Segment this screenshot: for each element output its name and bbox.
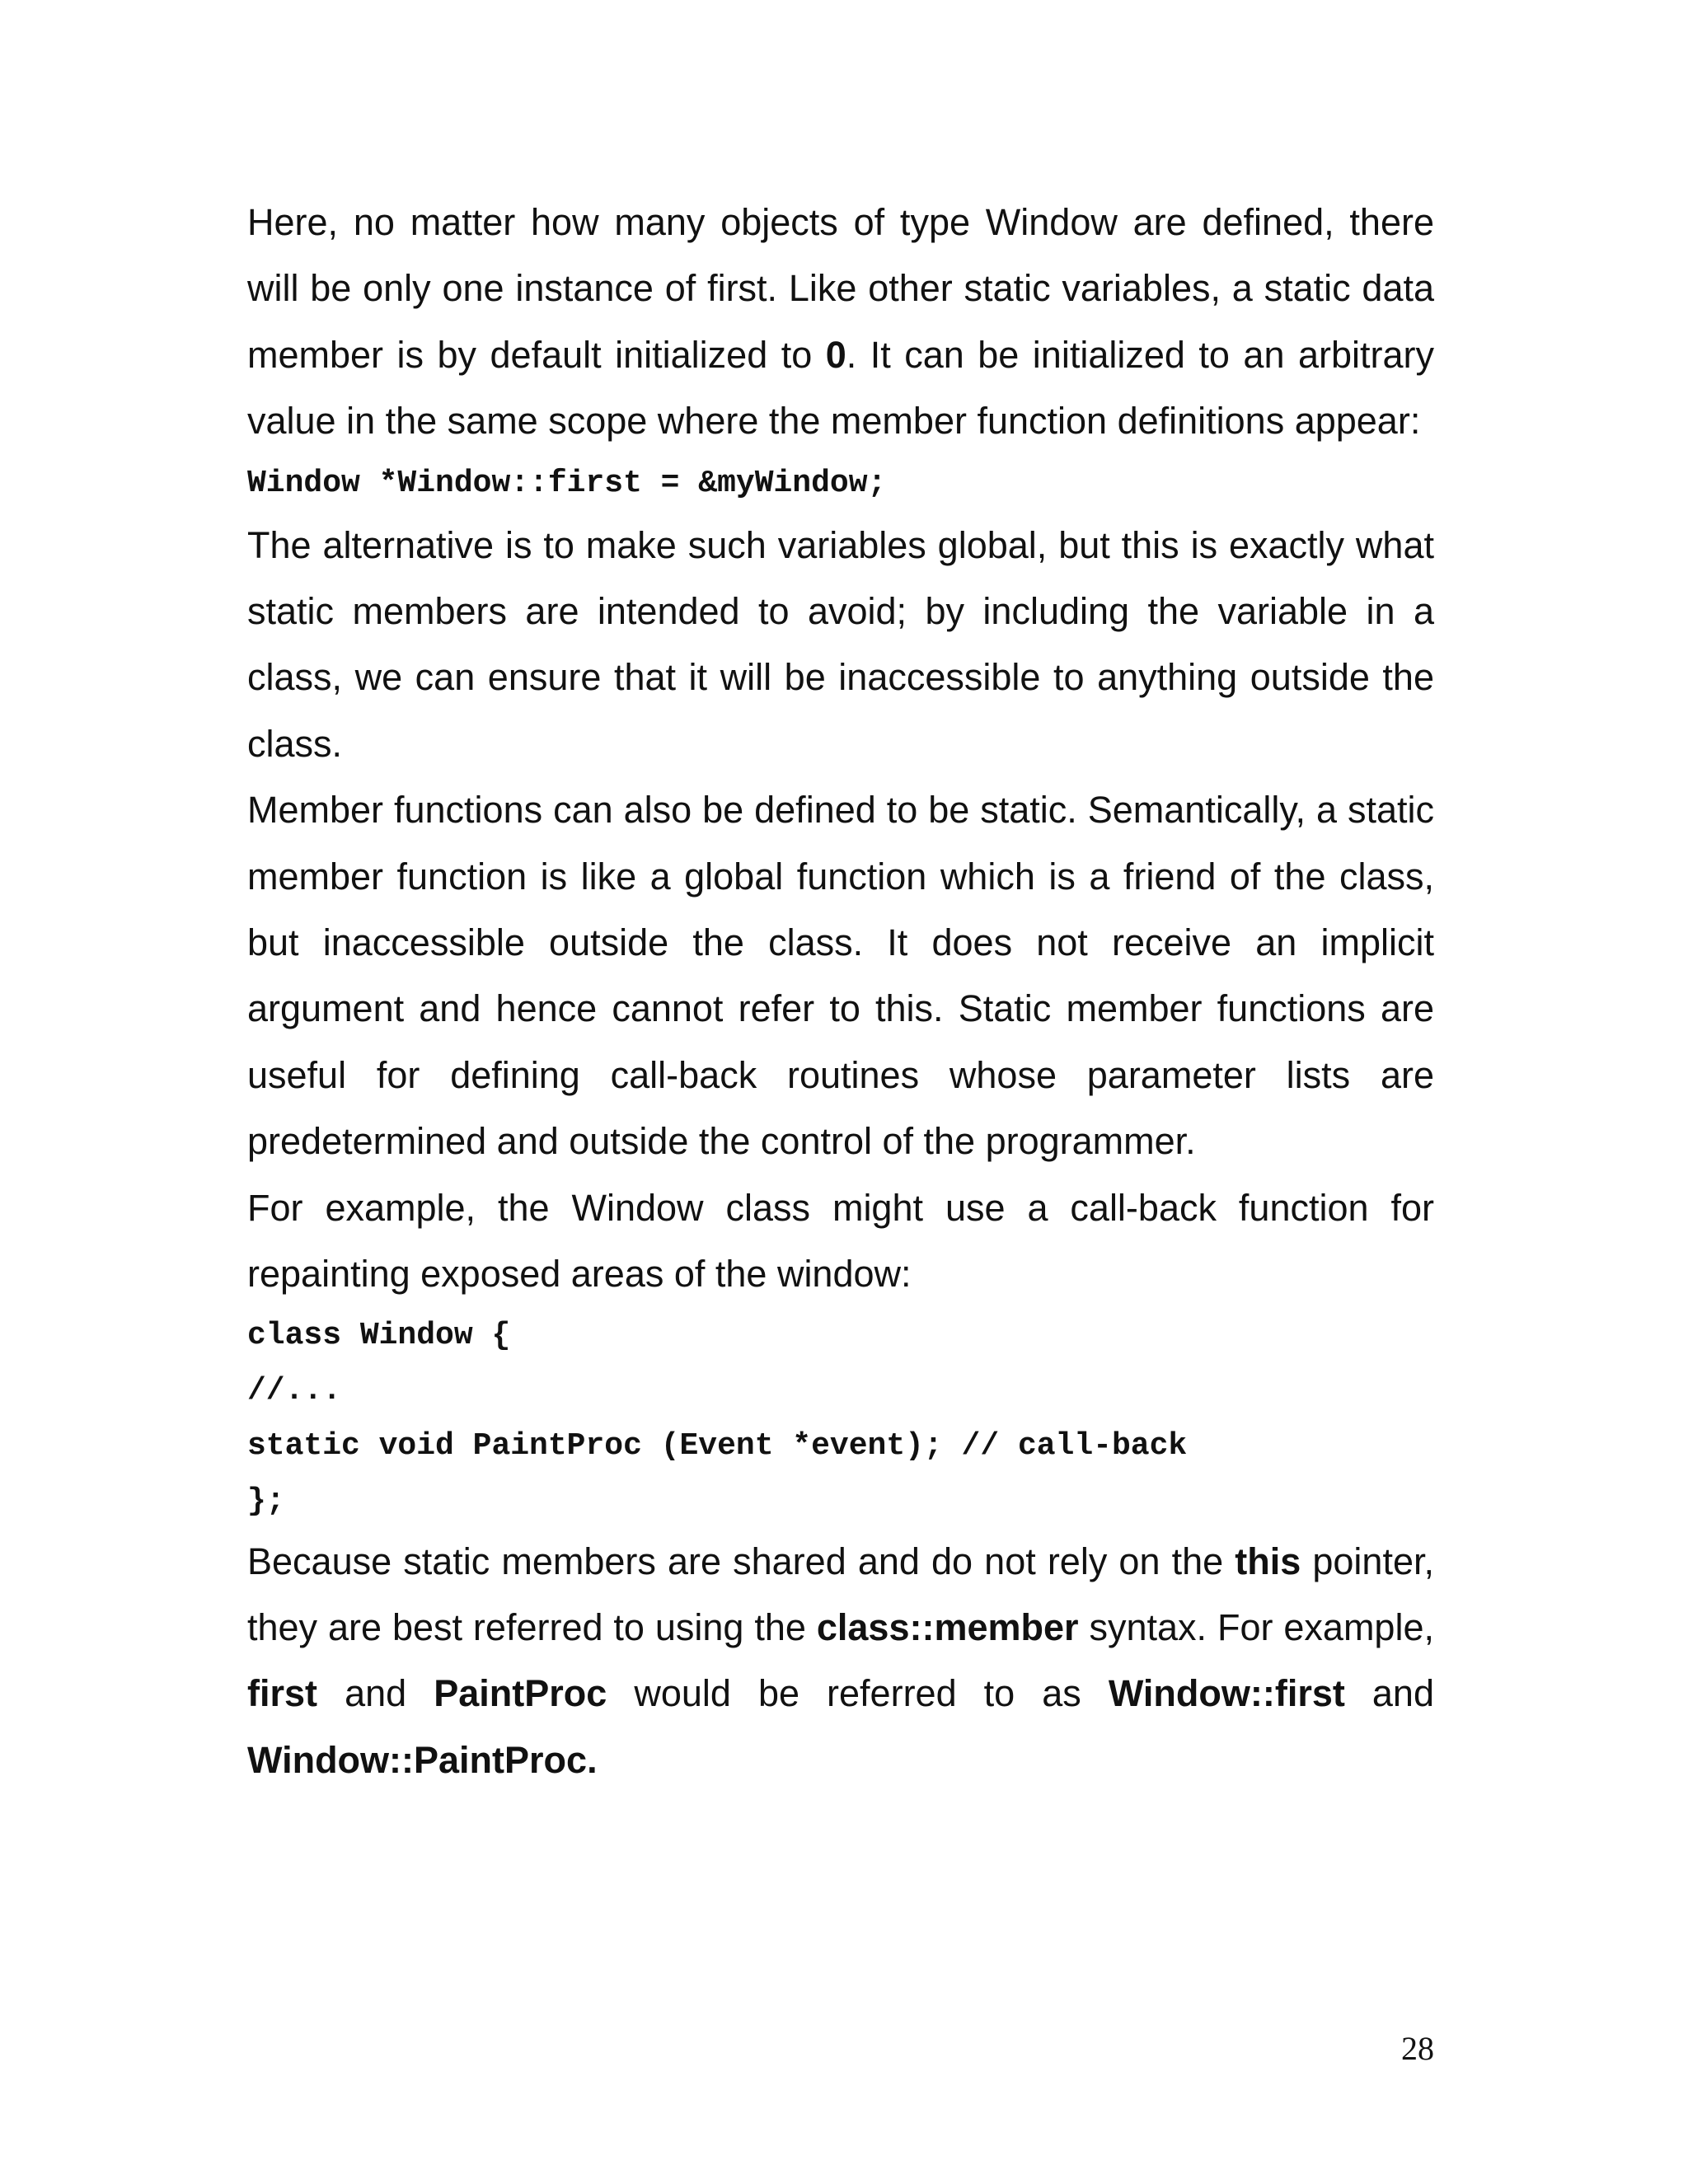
code-line: class Window { <box>247 1317 511 1353</box>
paragraph-text: pointer, they are best referred to using the <box>247 1540 1434 1648</box>
paragraph-text: and <box>317 1672 434 1715</box>
code-initialization: Window *Window::first = &myWindow; <box>247 465 887 501</box>
code-line: //... <box>247 1372 342 1408</box>
code-block-window-class <box>247 1308 1434 1529</box>
paragraph-class-member-syntax <box>247 1529 1434 1794</box>
bold-window-first: Window::first <box>1108 1672 1345 1715</box>
paragraph-global-alternative: The alternative is to make such variables global, but this is exactly what static members are intended to avoid; by including the variable in a class, we can ensure that it will be inaccessible to anything outside the class. <box>247 523 1434 765</box>
paragraph-text: and <box>1344 1672 1434 1715</box>
bold-zero: 0 <box>825 333 846 376</box>
bold-class-member: class::member <box>816 1605 1079 1648</box>
page-body <box>247 190 1434 1793</box>
paragraph-text: Here, no matter how many objects of type Window are defined, there will be only one instance of first. Like other static variables, a static data member is by default initialized to <box>247 201 1434 376</box>
page-number: 28 <box>1401 2030 1434 2067</box>
bold-this: this <box>1235 1540 1301 1582</box>
paragraph-static-member-functions: Member functions can also be defined to be static. Semantically, a static member function is like a global function which is a friend of the class, but inaccessible outside the class. It does not receive an implicit argument and hence cannot refer to this. Static member functions are useful for defining call-back routines whose parameter lists are predetermined and outside the control of the programmer. <box>247 789 1434 1163</box>
bold-window-paintproc: Window::PaintProc. <box>247 1738 598 1781</box>
bold-first: first <box>247 1672 318 1715</box>
paragraph-text: syntax. For example, <box>1078 1605 1434 1648</box>
code-line: }; <box>247 1483 285 1519</box>
paragraph-callback-example: For example, the Window class might use a call-back function for repainting exposed areas of the window: <box>247 1186 1434 1296</box>
code-line: static void PaintProc (Event *event); // call-back <box>247 1427 1188 1464</box>
paragraph-text: Because static members are shared and do not rely on the <box>247 1540 1236 1582</box>
paragraph-static-data-member <box>247 190 1434 455</box>
bold-paintproc: PaintProc <box>434 1672 607 1715</box>
paragraph-text-tail: . It can be initialized to an arbitrary value in the same scope where the member function definitions appear: <box>247 333 1434 443</box>
paragraph-text: would be referred to as <box>607 1672 1109 1715</box>
